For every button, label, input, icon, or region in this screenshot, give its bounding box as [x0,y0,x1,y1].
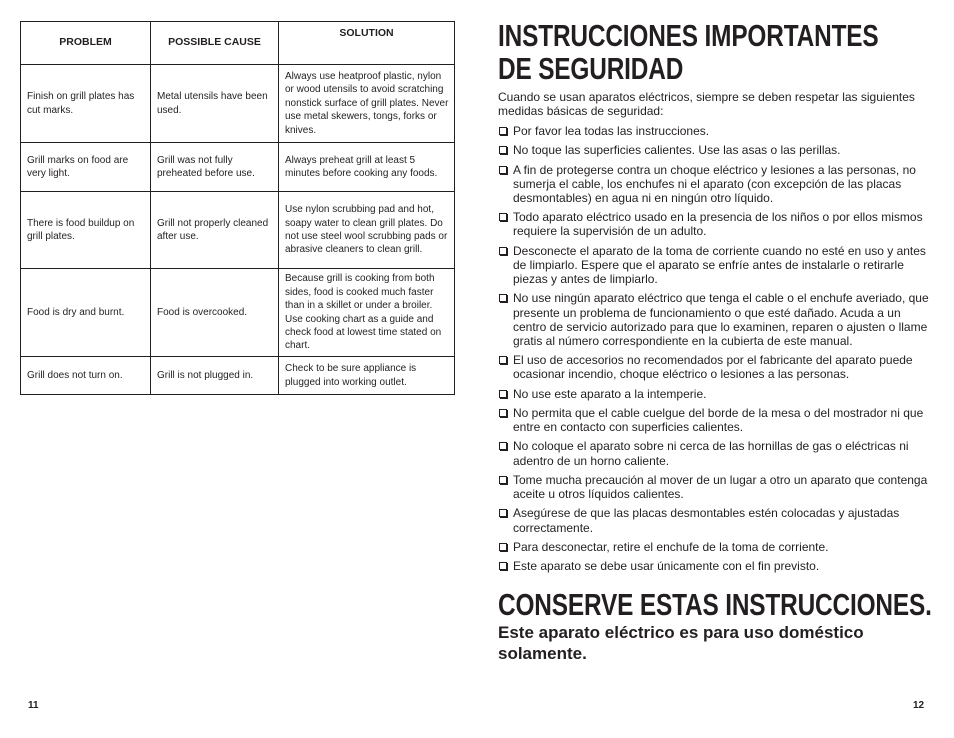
cause-cell: Grill was not fully preheated before use. [151,143,279,192]
household-use-note: Este aparato eléctrico es para uso doméstico solamente. [498,623,864,663]
header-possible-cause: POSSIBLE CAUSE [151,22,279,65]
list-item-text: Este aparato se debe usar únicamente con el fin previsto. [513,559,820,574]
checkbox-bullet-icon [499,543,507,551]
list-item [498,387,933,401]
safety-title-line1: INSTRUCCIONES IMPORTANTES [498,19,879,53]
problem-cell: Food is dry and burnt. [21,269,151,357]
list-item-text: Asegúrese de que las placas desmontables estén colocadas y ajustadas correctamente. [513,506,900,535]
solution-cell: Check to be sure appliance is plugged into working outlet. [279,357,455,395]
table-row [21,192,455,269]
list-item-text: No coloque el aparato sobre ni cerca de las hornillas de gas o eléctricas ni adentro de un horno caliente. [513,439,909,468]
safety-instructions-list [498,124,933,579]
list-item-text: A fin de protegerse contra un choque eléctrico y lesiones a las personas, no sumerja el cable, los enchufes ni el aparato (con excepción de las placas desmontables) en agua ni en ningún otro líquido. [513,162,916,205]
list-item [498,244,933,286]
checkbox-bullet-icon [499,127,507,135]
list-item [498,210,933,238]
checkbox-bullet-icon [499,409,507,417]
problem-cell: There is food buildup on grill plates. [21,192,151,269]
cause-cell: Grill is not plugged in. [151,357,279,395]
solution-cell: Always preheat grill at least 5 minutes before cooking any foods. [279,143,455,192]
cause-cell: Metal utensils have been used. [151,65,279,143]
table-row [21,143,455,192]
left-page-number: 11 [28,700,39,711]
problem-cell: Grill does not turn on. [21,357,151,395]
right-page-number: 12 [913,700,925,711]
solution-cell: Because grill is cooking from both sides, food is cooked much faster than in a skillet or under a broiler. Use cooking chart as a guide and check food at lowest time stated on chart. [279,269,455,357]
cause-cell: Grill not properly cleaned after use. [151,192,279,269]
list-item-text: Para desconectar, retire el enchufe de la toma de corriente. [513,539,829,554]
table-row [21,269,455,357]
checkbox-bullet-icon [499,509,507,517]
solution-cell: Use nylon scrubbing pad and hot, soapy water to clean grill plates. Do not use steel wool scrubbing pads or abrasive cleaners to clean grill. [279,192,455,269]
list-item [498,291,933,347]
checkbox-bullet-icon [499,442,507,450]
list-item [498,406,933,434]
checkbox-bullet-icon [499,213,507,221]
header-solution: SOLUTION [279,22,455,65]
list-item-text: Por favor lea todas las instrucciones. [513,124,710,138]
checkbox-bullet-icon [499,356,507,364]
problem-cell: Finish on grill plates has cut marks. [21,65,151,143]
safety-intro: Cuando se usan aparatos eléctricos, siempre se deben respetar las siguientes medidas básicas de seguridad: [498,90,915,118]
checkbox-bullet-icon [499,166,507,174]
list-item-text: No permita que el cable cuelgue del borde de la mesa o del mostrador ni que entre en contacto con superficies calientes. [513,405,924,435]
checkbox-bullet-icon [499,390,507,398]
list-item-text: Todo aparato eléctrico usado en la presencia de los niños o por ellos mismos requiere la supervisión de un adulto. [513,210,923,239]
list-item-text: El uso de accesorios no recomendados por el fabricante del aparato puede ocasionar incendio, choque eléctrico o lesiones a las personas. [513,353,913,382]
list-item [498,506,933,534]
solution-cell: Always use heatproof plastic, nylon or wood utensils to avoid scratching nonstick surface of grill plates. Never use metal skewers, tongs, forks or knives. [279,65,455,143]
list-item-text: No toque las superficies calientes. Use las asas o las perillas. [513,143,841,158]
troubleshooting-table [20,21,455,395]
checkbox-bullet-icon [499,476,507,484]
list-item-text: No use este aparato a la intemperie. [513,386,707,401]
list-item [498,473,933,501]
header-problem: PROBLEM [21,22,151,65]
list-item [498,540,933,554]
list-item-text: Tome mucha precaución al mover de un lugar a otro un aparato que contenga aceite u otros líquidos calientes. [513,472,928,502]
list-item [498,143,933,157]
conserve-title: CONSERVE ESTAS INSTRUCCIONES. [498,588,932,622]
cause-cell: Food is overcooked. [151,269,279,357]
list-item [498,353,933,381]
checkbox-bullet-icon [499,146,507,154]
table-row [21,65,455,143]
list-item [498,559,933,573]
problem-cell: Grill marks on food are very light. [21,143,151,192]
list-item-text: No use ningún aparato eléctrico que tenga el cable o el enchufe averiado, que presente un problema de funcionamiento o que esté dañado. Acuda a un centro de servicio autorizado para que lo examinen, reparen o ajusten o llame gratis al número correspondiente en la cubierta de este manual. [513,291,929,348]
table-header-row [21,22,455,65]
list-item [498,439,933,467]
safety-title-line2: DE SEGURIDAD [498,52,684,86]
checkbox-bullet-icon [499,294,507,302]
list-item [498,124,933,138]
checkbox-bullet-icon [499,562,507,570]
checkbox-bullet-icon [499,247,507,255]
list-item-text: Desconecte el aparato de la toma de corriente cuando no esté en uso y antes de limpiarlo. Espere que el aparato se enfríe antes de instalarle o retirarle piezas y antes de limpiarlo. [513,243,926,287]
table-row [21,357,455,395]
list-item [498,163,933,205]
